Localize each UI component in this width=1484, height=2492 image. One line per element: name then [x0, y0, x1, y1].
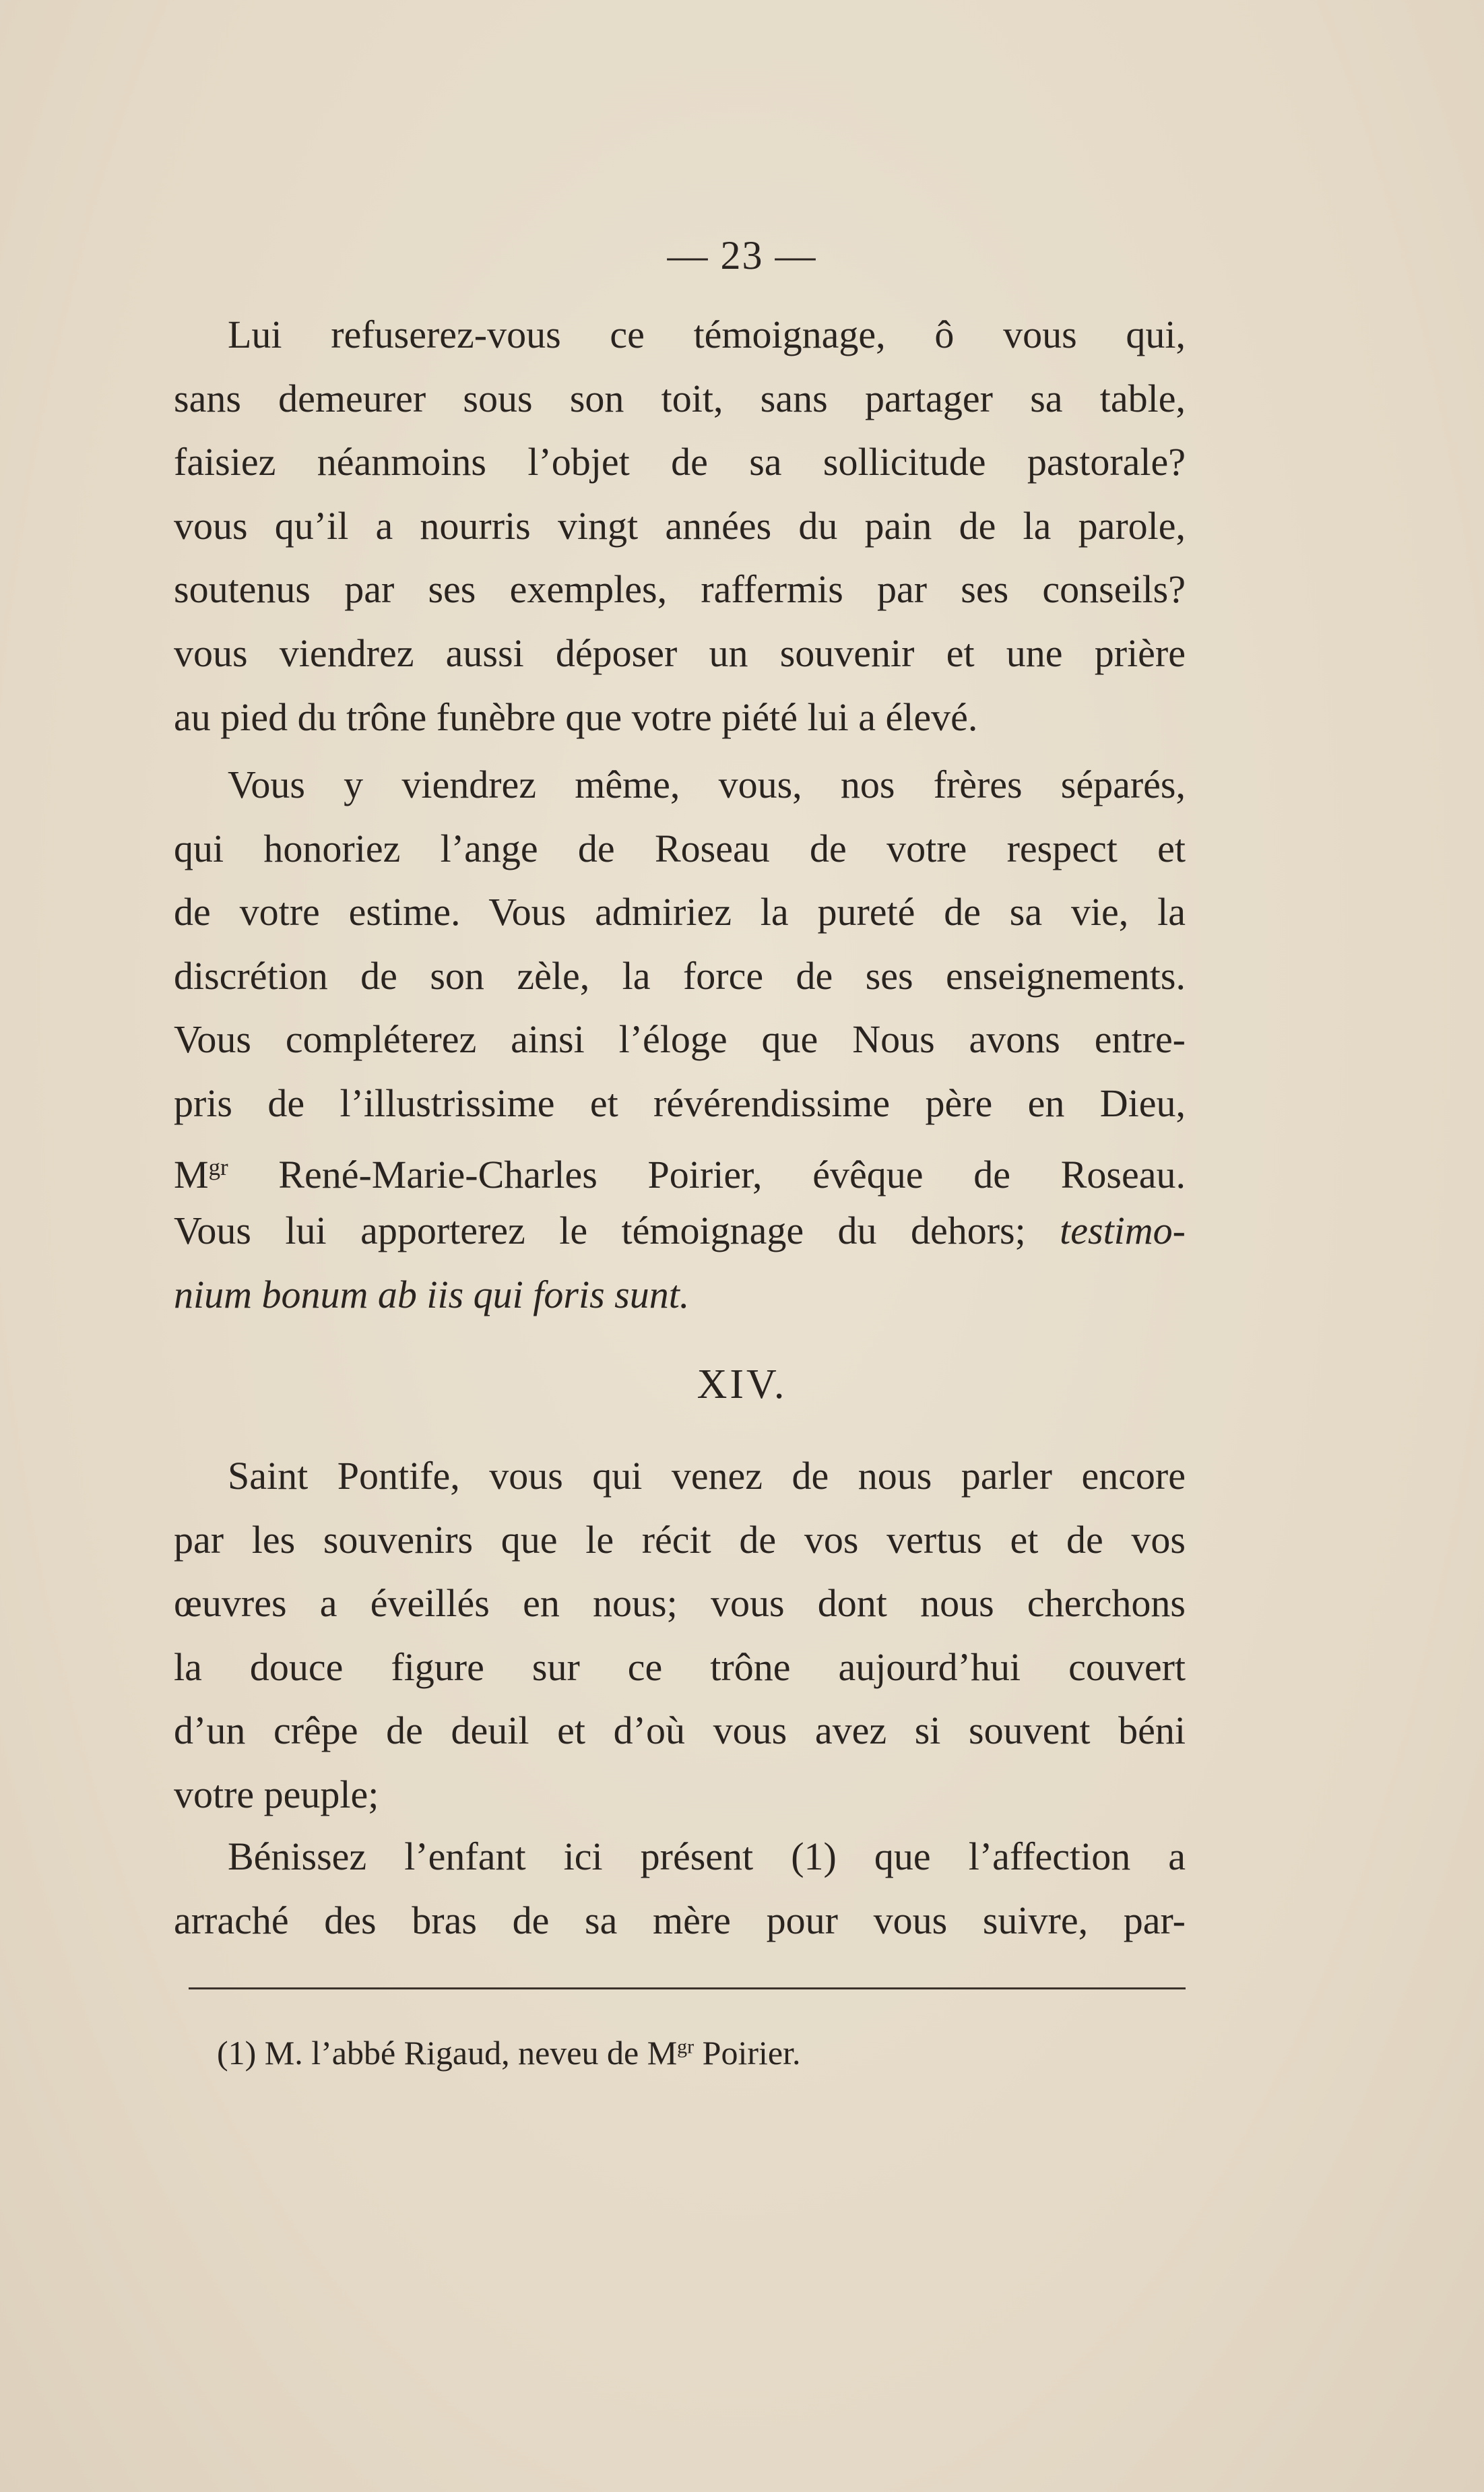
text-line: Saint Pontife, vous qui venez de nous parler encore — [228, 1454, 1186, 1498]
text-line — [174, 1263, 1186, 1327]
text-line: votre peuple; — [174, 1772, 379, 1816]
text-line: faisiez néanmoins l’objet de sa sollicitude pastorale? — [174, 440, 1186, 484]
footnote-text: (1) M. l’abbé Rigaud, neveu de M — [217, 2034, 678, 2072]
latin-quotation: testimo- — [1060, 1209, 1186, 1253]
text-line: discrétion de son zèle, la force de ses enseignements. — [174, 953, 1186, 998]
text-line: œuvres a éveillés en nous; vous dont nous cherchons — [174, 1581, 1186, 1626]
text-line: par les souvenirs que le récit de vos vertus et de vos — [174, 1517, 1186, 1562]
footnote-text: Poirier. — [694, 2034, 801, 2072]
title-superscript: gr — [208, 1153, 228, 1180]
text-fragment: René-Marie-Charles Poirier, évêque de Roseau. — [228, 1152, 1186, 1196]
text-line: Bénissez l’enfant ici présent (1) que l’affection a — [228, 1834, 1186, 1878]
text-line — [174, 1136, 1186, 1200]
section-heading: XIV. — [697, 1362, 787, 1407]
footnote — [217, 2033, 800, 2072]
text-line: qui honoriez l’ange de Roseau de votre respect et — [174, 826, 1186, 870]
text-line: de votre estime. Vous admiriez la pureté de sa vie, la — [174, 890, 1186, 934]
text-fragment: Vous lui apporterez le témoignage du dehors; — [174, 1209, 1060, 1253]
title-monseigneur: M — [174, 1152, 209, 1196]
text-line: d’un crêpe de deuil et d’où vous avez si souvent béni — [174, 1708, 1186, 1753]
text-line: pris de l’illustrissime et révérendissime père en Dieu, — [174, 1081, 1186, 1125]
latin-quotation: nium bonum ab iis qui foris sunt. — [174, 1272, 690, 1316]
title-superscript: gr — [677, 2035, 695, 2058]
footnote-divider — [189, 1987, 1186, 1989]
text-line — [174, 1199, 1186, 1263]
text-line: soutenus par ses exemples, raffermis par ses conseils? — [174, 567, 1186, 612]
text-line: Vous y viendrez même, vous, nos frères séparés, — [228, 763, 1186, 806]
text-line: sans demeurer sous son toit, sans partager sa table, — [174, 376, 1186, 420]
paragraph-4 — [174, 1825, 1186, 1952]
paragraph-3 — [174, 1444, 1186, 1827]
text-line: vous viendrez aussi déposer un souvenir et une prière — [174, 631, 1186, 675]
paragraph-2 — [174, 753, 1186, 1327]
page-number: — 23 — — [667, 233, 817, 278]
paragraph-1 — [174, 303, 1186, 749]
text-line: Lui refuserez-vous ce témoignage, ô vous qui, — [228, 313, 1186, 356]
text-line: la douce figure sur ce trône aujourd’hui couvert — [174, 1644, 1186, 1689]
text-line: Vous compléterez ainsi l’éloge que Nous avons entre- — [174, 1017, 1186, 1062]
text-line: vous qu’il a nourris vingt années du pain de la parole, — [174, 503, 1186, 548]
text-line: au pied du trône funèbre que votre piété lui a élevé. — [174, 695, 978, 739]
text-line: arraché des bras de sa mère pour vous suivre, par- — [174, 1898, 1186, 1942]
